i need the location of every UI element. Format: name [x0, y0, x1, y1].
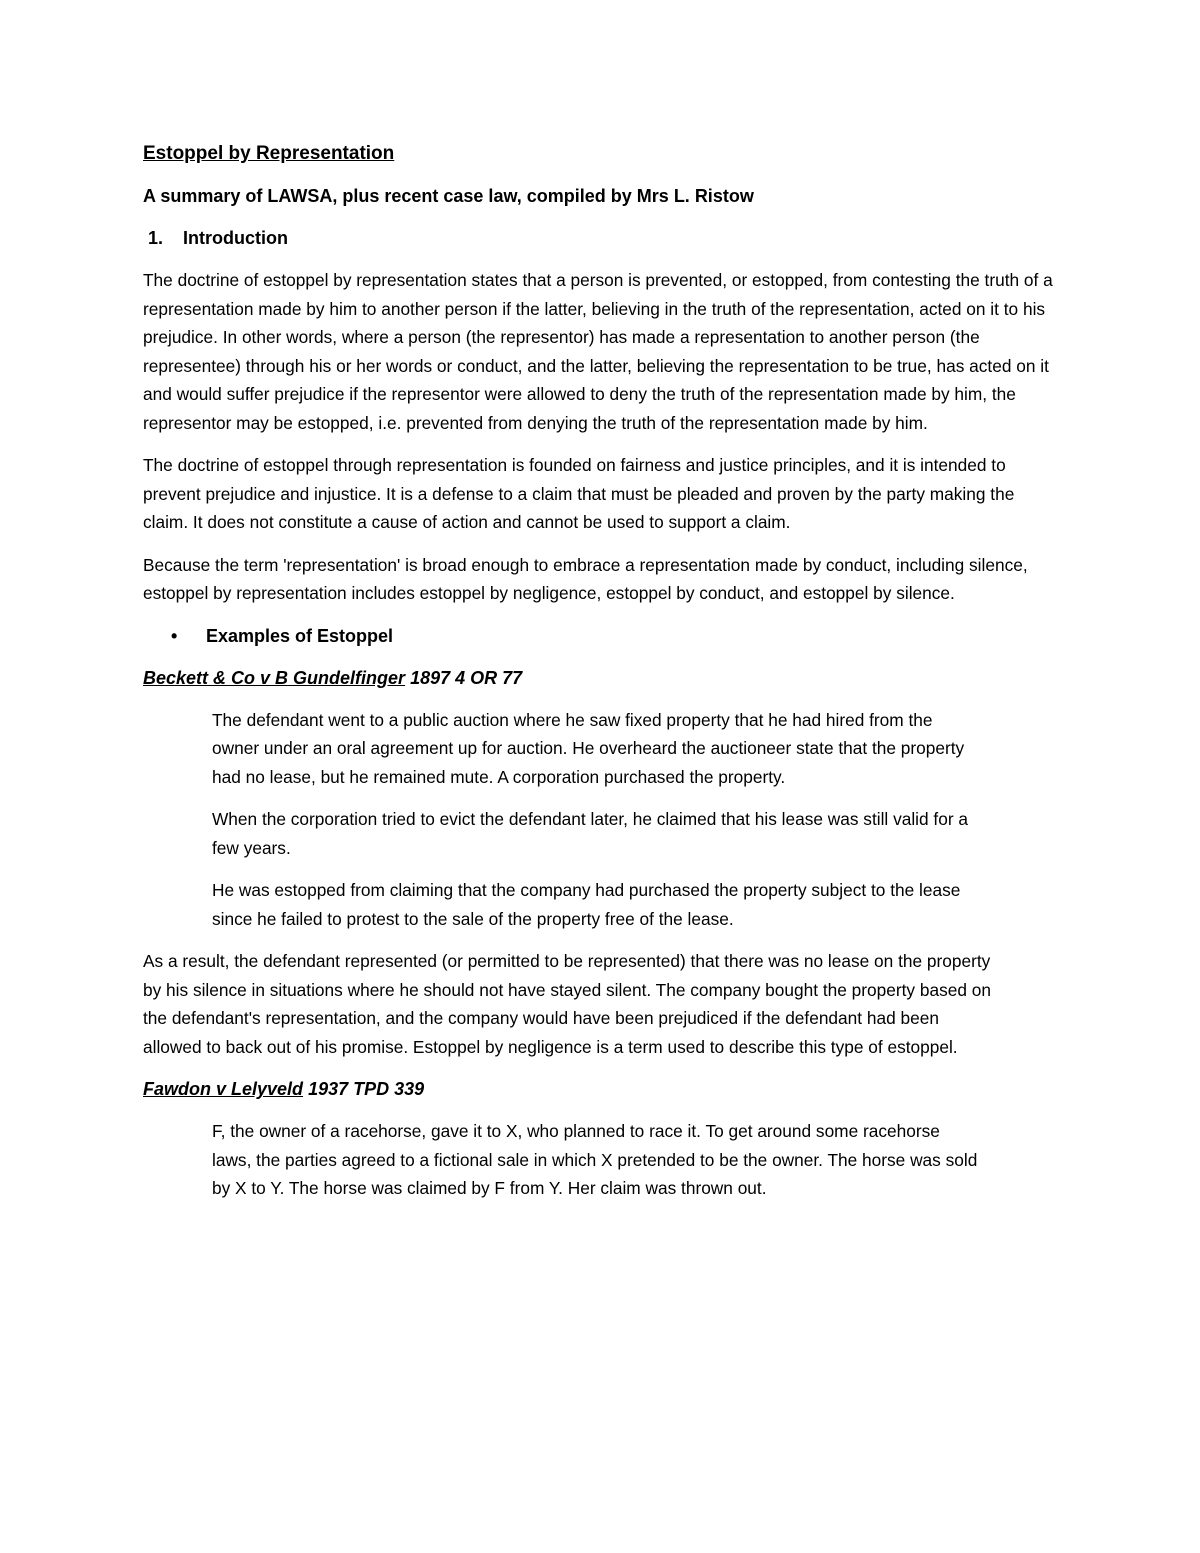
section-heading-introduction: [143, 224, 1060, 252]
case-name: Fawdon v Lelyveld: [143, 1079, 304, 1099]
bullet-icon: •: [171, 625, 178, 646]
case-conclusion: As a result, the defendant represented (or permitted to be represented) that there was no lease on the property by his silence in situations where he should not have stayed silent. The company bought the property based on the defendant's representation, and the company would have been prejudiced if the defendant had been allowed to back out of his promise. Estoppel by negligence is a term used to describe this type of estoppel.: [143, 951, 991, 1057]
intro-paragraph: Because the term 'representation' is broad enough to embrace a representation made by conduct, including silence, estoppel by representation includes estoppel by negligence, estoppel by conduct, and estoppel by silence.: [143, 554, 1028, 603]
case-paragraph: He was estopped from claiming that the company had purchased the property subject to the lease since he failed to protest to the sale of the property free of the lease.: [212, 880, 961, 929]
case-heading-fawdon: [143, 1075, 1060, 1103]
intro-paragraph: The doctrine of estoppel through representation is founded on fairness and justice principles, and it is intended to prevent prejudice and injustice. It is a defense to a claim that must be pleaded and proven by the party making the claim. It does not constitute a cause of action and cannot be used to support a claim.: [143, 455, 1015, 532]
section-title: Introduction: [183, 228, 288, 248]
examples-heading: [143, 622, 1060, 650]
case-name: Beckett & Co v B Gundelfinger: [143, 667, 406, 688]
examples-heading-text: Examples of Estoppel: [206, 625, 394, 646]
case-paragraph: F, the owner of a racehorse, gave it to X, who planned to race it. To get around some racehorse laws, the parties agreed to a fictional sale in which X pretended to be the owner. The horse was sold by X to Y. The horse was claimed by F from Y. Her claim was thrown out.: [212, 1121, 978, 1198]
document-subtitle: A summary of LAWSA, plus recent case law, compiled by Mrs L. Ristow: [143, 186, 754, 206]
case-citation: 1937 TPD 339: [308, 1079, 425, 1099]
case-paragraph: When the corporation tried to evict the defendant later, he claimed that his lease was still valid for a few years.: [212, 809, 968, 858]
case-paragraph: The defendant went to a public auction where he saw fixed property that he had hired from the owner under an oral agreement up for auction. He overheard the auctioneer state that the property had no lease, but he remained mute. A corporation purchased the property.: [212, 709, 965, 787]
document-title: Estoppel by Representation: [143, 143, 395, 164]
intro-paragraph: The doctrine of estoppel by representation states that a person is prevented, or estopped, from contesting the truth of a representation made by him to another person if the latter, believing in the truth of the representation, acted on it to his prejudice. In other words, where a person (the representor) has made a representation to another person (the representee) through his or her words or conduct, and the latter, believing the representation to be true, has acted on it and would suffer prejudice if the representor were allowed to deny the truth of the representation made by him, the representor may be estopped, i.e. prevented from denying the truth of the representation made by him.: [143, 270, 1053, 433]
section-number: 1.: [148, 228, 164, 248]
case-heading-beckett: [143, 664, 1060, 692]
case-citation: 1897 4 OR 77: [410, 667, 523, 688]
